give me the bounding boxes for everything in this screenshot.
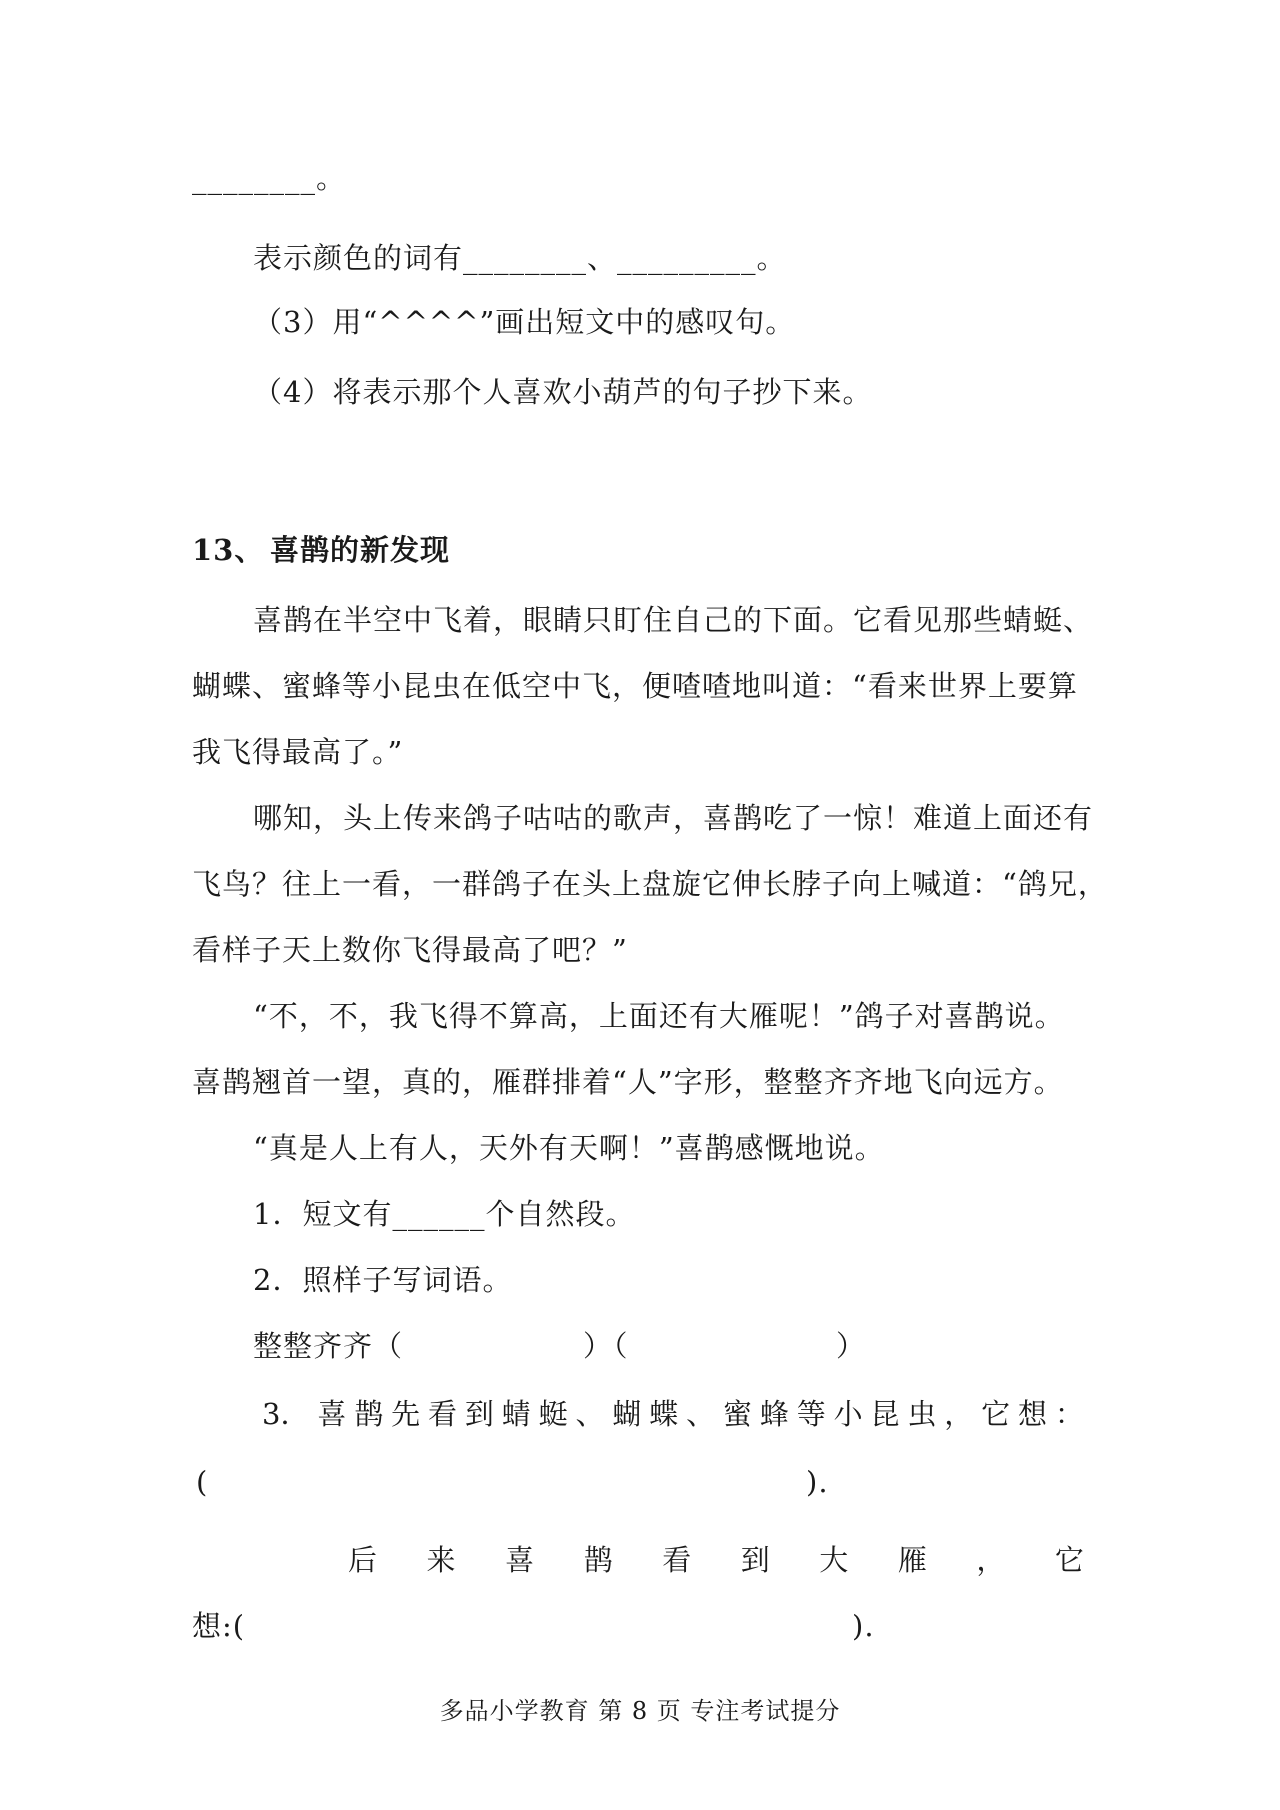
q3b-answer-open: 想:( <box>192 1609 246 1643</box>
q3-char: 3． <box>262 1397 310 1431</box>
q3b-answer-close: ). <box>852 1609 875 1643</box>
q3-char: 等 <box>796 1397 826 1431</box>
blank-fragment: ________。 <box>192 161 347 195</box>
q3-char: 蜜 <box>722 1397 752 1431</box>
passage-line: 我飞得最高了。” <box>192 735 404 769</box>
q3b-char: 鹊 <box>583 1543 613 1577</box>
q3-char: 蜂 <box>759 1397 789 1431</box>
q3-char: 、 <box>686 1397 716 1431</box>
color-words-question: 表示颜色的词有________、_________。 <box>253 241 787 275</box>
section-title: 喜鹊的新发现 <box>270 533 451 567</box>
q3-char: 鹊 <box>354 1397 384 1431</box>
q3b-char: 来 <box>426 1543 456 1577</box>
q3-char: 昆 <box>870 1397 900 1431</box>
passage-line: 喜鹊在半空中飞着，眼睛只盯住自己的下面。它看见那些蜻蜓、 <box>253 603 1094 637</box>
q2-example: 整整齐齐（ <box>253 1329 404 1363</box>
q2-paren-end: ） <box>836 1329 867 1363</box>
question-4-previous: （4）将表示那个人喜欢小葫芦的句子抄下来。 <box>253 375 873 409</box>
q3-char: 看 <box>427 1397 457 1431</box>
q3-answer-close: ). <box>806 1465 829 1499</box>
passage-line: 蝴蝶、蜜蜂等小昆虫在低空中飞，便喳喳地叫道：“看来世界上要算 <box>192 669 1078 703</box>
passage-line: 哪知，头上传来鸽子咕咕的歌声，喜鹊吃了一惊！难道上面还有 <box>253 801 1094 835</box>
question-3-previous: （3）用“^^^^”画出短文中的感叹句。 <box>253 305 796 339</box>
q3-char: 虫 <box>907 1397 937 1431</box>
question-2: 2．照样子写词语。 <box>253 1263 513 1297</box>
q3-char: 先 <box>391 1397 421 1431</box>
question-3-line <box>262 1394 1084 1434</box>
section-number: 13、 <box>192 533 265 567</box>
q3-char: 喜 <box>317 1397 347 1431</box>
q3-char: 、 <box>575 1397 605 1431</box>
q3b-char: 大 <box>819 1543 849 1577</box>
question-3b-line <box>348 1540 1084 1580</box>
q3-char: 蝴 <box>612 1397 642 1431</box>
q3-char: 想 <box>1017 1397 1047 1431</box>
q3b-char: 看 <box>662 1543 692 1577</box>
q3-char: 蜓 <box>538 1397 568 1431</box>
q3-char: ， <box>944 1397 974 1431</box>
q3b-char: 后 <box>348 1543 378 1577</box>
q3b-char: 它 <box>1054 1543 1084 1577</box>
q3b-char: 到 <box>740 1543 770 1577</box>
q3-char: 它 <box>981 1397 1011 1431</box>
page-footer: 多品小学教育 第 8 页 专注考试提分 <box>439 1697 841 1725</box>
q3b-char: 喜 <box>505 1543 535 1577</box>
passage-line: “不，不，我飞得不算高，上面还有大雁呢！”鸽子对喜鹊说。 <box>253 999 1065 1033</box>
q2-paren-mid: ）（ <box>583 1329 629 1363</box>
q3-char: ： <box>1054 1397 1084 1431</box>
passage-line: “真是人上有人，天外有天啊！”喜鹊感慨地说。 <box>253 1131 885 1165</box>
q3-answer-open: ( <box>196 1465 209 1499</box>
q3-char: 蝶 <box>649 1397 679 1431</box>
passage-line: 喜鹊翘首一望，真的，雁群排着“人”字形，整整齐齐地飞向远方。 <box>192 1065 1064 1099</box>
passage-line: 飞鸟？往上一看，一群鸽子在头上盘旋它伸长脖子向上喊道：“鸽兄， <box>192 867 1108 901</box>
q3-char: 蜻 <box>501 1397 531 1431</box>
q3-char: 到 <box>464 1397 494 1431</box>
q3-char: 小 <box>833 1397 863 1431</box>
q3b-char: ， <box>976 1543 1006 1577</box>
passage-line: 看样子天上数你飞得最高了吧？” <box>192 933 628 967</box>
question-1: 1．短文有______个自然段。 <box>253 1197 636 1231</box>
q3b-char: 雁 <box>897 1543 927 1577</box>
